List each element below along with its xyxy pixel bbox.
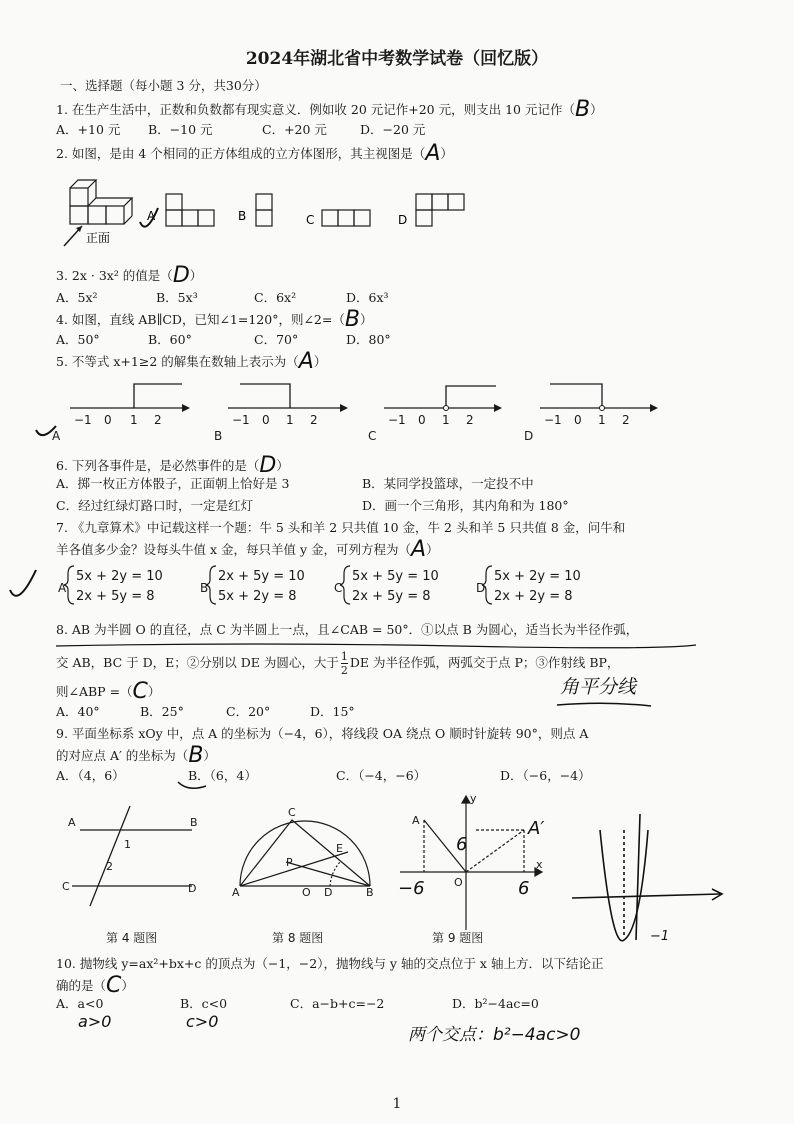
q8-frac-den: 2 [340, 664, 348, 677]
svg-text:D: D [188, 882, 197, 895]
svg-text:5x + 5y = 10: 5x + 5y = 10 [352, 569, 439, 584]
fig8 [240, 820, 370, 886]
svg-text:0: 0 [262, 413, 270, 427]
svg-text:A′: A′ [528, 818, 545, 839]
q9-stem-line1: 9. 平面坐标系 xOy 中，点 A 的坐标为（−4，6），将线段 OA 绕点 O 顺时针旋转 90°，则点 A [56, 726, 589, 741]
svg-text:2: 2 [106, 860, 113, 873]
svg-text:2: 2 [622, 413, 630, 427]
q10-stem-line1: 10. 抛物线 y=ax²+bx+c 的顶点为（−1，−2），抛物线与 y 轴的交点位于 x 轴上方．以下结论正 [56, 956, 604, 971]
svg-text:2x + 2y = 8: 2x + 2y = 8 [494, 589, 573, 604]
svg-text:−6: −6 [398, 878, 425, 899]
svg-text:A: A [412, 814, 420, 827]
svg-text:−1: −1 [388, 413, 406, 427]
q6-option-a: A．掷一枚正方体骰子，正面朝上恰好是 3 [56, 476, 290, 491]
q5-number-lines [0, 378, 794, 444]
q6-answer: D [259, 453, 277, 478]
svg-text:O: O [454, 876, 463, 889]
q2-option-c-letter: C [306, 213, 315, 227]
q1-option-b: B．−10 元 [148, 122, 213, 137]
svg-text:−1: −1 [544, 413, 562, 427]
q2-option-d-shape [416, 194, 464, 226]
q9-option-b: B．（6，4） [188, 768, 257, 783]
svg-text:2x + 5y = 8: 2x + 5y = 8 [76, 589, 155, 604]
q10-answer: C [106, 973, 122, 998]
svg-text:C: C [334, 581, 343, 595]
q8-stem-line1: 8. AB 为半圆 O 的直径，点 C 为半圆上一点，且∠CAB = 50°．①以点 B 为圆心，适当长为半径作弧， [56, 622, 639, 637]
q9-option-c: C．（−4，−6） [336, 768, 427, 783]
fig9 [400, 796, 545, 930]
q6-option-c: C．经过红绿灯路口时，一定是红灯 [56, 498, 254, 513]
svg-text:2: 2 [154, 413, 162, 427]
svg-text:B: B [366, 886, 374, 899]
q1-stem: 1. 在生产生活中，正数和负数都有现实意义．例如收 20 元记作+20 元，则支出 10 元记作（B） [56, 97, 603, 122]
fig4-caption: 第 4 题图 [106, 931, 158, 945]
svg-text:0: 0 [104, 413, 112, 427]
page-number: 1 [392, 1096, 402, 1112]
q8-stem-line2: 交 AB，BC 于 D，E；②分别以 DE 为圆心，大于 $\frac{1}{2}$ DE 为半径作弧，两弧交于点 P；③作射线 BP， [56, 650, 620, 677]
svg-text:x: x [536, 858, 543, 871]
q2-option-a-shape [166, 194, 214, 226]
q2-answer: A [425, 141, 441, 166]
svg-text:0: 0 [574, 413, 582, 427]
figures-row [0, 790, 794, 950]
svg-text:1: 1 [286, 413, 294, 427]
svg-text:−1: −1 [74, 413, 92, 427]
parabola-sketch [572, 814, 722, 941]
q10-note-a: a>0 [78, 1012, 112, 1031]
svg-text:1: 1 [130, 413, 138, 427]
svg-text:−1: −1 [232, 413, 250, 427]
svg-text:6: 6 [456, 834, 468, 855]
q3-option-a: A．5x² [56, 290, 98, 305]
q10-option-b: B．c<0 [180, 996, 228, 1011]
q4-option-c: C．70° [254, 332, 299, 347]
q1-option-c: C．+20 元 [262, 122, 327, 137]
svg-text:1: 1 [442, 413, 450, 427]
svg-text:5x + 2y = 8: 5x + 2y = 8 [218, 589, 297, 604]
fig4 [72, 806, 192, 906]
q5-answer: A [298, 349, 314, 374]
q4-option-d: D．80° [346, 332, 391, 347]
q8-note-underline [555, 700, 655, 710]
q5-line-c [368, 386, 502, 443]
svg-text:D: D [476, 581, 486, 595]
q8-handwritten-note: 角平分线 [560, 676, 637, 698]
q5-line-d [524, 384, 658, 443]
fig9-caption: 第 9 题图 [432, 931, 484, 945]
svg-text:A: A [232, 886, 240, 899]
q3-stem: 3. 2x · 3x² 的值是（D） [56, 263, 203, 288]
q2-figures [0, 170, 794, 250]
section-heading: 一、选择题（每小题 3 分，共30分） [60, 78, 267, 93]
q6-option-b: B．某同学投篮球，一定投不中 [362, 476, 534, 491]
svg-text:E: E [336, 842, 343, 855]
fig8-caption: 第 8 题图 [272, 931, 324, 945]
svg-text:1: 1 [124, 838, 131, 851]
fig8-labels [232, 806, 374, 899]
svg-text:P: P [286, 856, 293, 869]
svg-text:B: B [214, 429, 223, 443]
q1-option-d: D．−20 元 [360, 122, 426, 137]
svg-text:D: D [324, 886, 333, 899]
q10-note-b: c>0 [186, 1012, 219, 1031]
svg-text:y: y [470, 792, 477, 805]
q2-option-a-letter: A [147, 209, 156, 223]
q7-check-mark [10, 570, 36, 596]
q7-answer: A [411, 537, 427, 562]
q3-option-b: B．5x³ [156, 290, 198, 305]
fig4-labels [62, 816, 198, 895]
q9-stem-line2: 的对应点 A′ 的坐标为（B） [56, 743, 216, 768]
q6-stem: 6. 下列各事件是，是必然事件的是（D） [56, 453, 289, 478]
svg-text:2x + 5y = 10: 2x + 5y = 10 [218, 569, 305, 584]
svg-text:5x + 2y = 10: 5x + 2y = 10 [494, 569, 581, 584]
q2-option-d-letter: D [398, 213, 408, 227]
svg-text:2: 2 [466, 413, 474, 427]
q2-cube-figure [70, 180, 132, 224]
q2-option-b-letter: B [238, 209, 247, 223]
q2-stem: 2. 如图，是由 4 个相同的正方体组成的立方体图形，其主视图是（A） [56, 141, 453, 166]
q8-answer: C [132, 679, 148, 704]
svg-text:B: B [200, 581, 209, 595]
q8-frac-num: 1 [340, 650, 348, 663]
q4-option-a: A．50° [56, 332, 100, 347]
q5-stem: 5. 不等式 x+1≥2 的解集在数轴上表示为（A） [56, 349, 327, 374]
q9-answer: B [188, 743, 204, 768]
front-label: 正面 [86, 231, 111, 245]
svg-text:A: A [58, 581, 67, 595]
q4-answer: B [344, 307, 360, 332]
sketch-label: −1 [650, 929, 670, 944]
q10-note-discriminant: 两个交点：b²−4ac>0 [408, 1025, 581, 1045]
q8-underline [56, 640, 696, 650]
q5-line-a [36, 384, 190, 443]
q8-stem-line3: 则∠ABP =（C） [56, 679, 161, 704]
q1-option-a: A．+10 元 [56, 122, 121, 137]
q4-option-b: B．60° [148, 332, 192, 347]
q10-stem-line2: 确的是（C） [56, 973, 134, 998]
q3-option-c: C．6x² [254, 290, 297, 305]
svg-text:C: C [62, 880, 70, 893]
q10-option-d: D．b²−4ac=0 [452, 996, 539, 1011]
q10-option-a: A．a<0 [56, 996, 104, 1011]
svg-text:A: A [52, 429, 61, 443]
q9-option-d: D．（−6，−4） [500, 768, 591, 783]
q8-option-d: D．15° [310, 704, 355, 719]
svg-text:A: A [68, 816, 76, 829]
q8-option-b: B．25° [140, 704, 184, 719]
q7-stem-line2: 羊各值多少金？设每头牛值 x 金，每只羊值 y 金，可列方程为（A） [56, 537, 439, 562]
q3-option-d: D．6x³ [346, 290, 389, 305]
svg-text:B: B [190, 816, 198, 829]
q2-option-c-shape [322, 210, 370, 226]
q8-option-a: A．40° [56, 704, 100, 719]
svg-text:2x + 5y = 8: 2x + 5y = 8 [352, 589, 431, 604]
q8-option-c: C．20° [226, 704, 271, 719]
q1-answer: B [574, 97, 591, 122]
svg-text:1: 1 [598, 413, 606, 427]
q3-answer: D [172, 263, 190, 288]
svg-text:D: D [524, 429, 534, 443]
q6-option-d: D．画一个三角形，其内角和为 180° [362, 498, 569, 513]
svg-text:2: 2 [310, 413, 318, 427]
svg-text:O: O [302, 886, 311, 899]
svg-text:C: C [368, 429, 377, 443]
svg-text:5x + 2y = 10: 5x + 2y = 10 [76, 569, 163, 584]
svg-text:6: 6 [518, 878, 530, 899]
q9-option-a: A．（4，6） [56, 768, 125, 783]
svg-text:C: C [288, 806, 296, 819]
q5-line-b [214, 384, 348, 443]
fig9-labels [412, 792, 543, 889]
svg-text:0: 0 [418, 413, 426, 427]
q2-option-b-shape [256, 194, 272, 226]
q10-option-c: C．a−b+c=−2 [290, 996, 385, 1011]
page-title: 2024年湖北省中考数学试卷（回忆版） [245, 49, 549, 69]
q7-systems [0, 560, 794, 610]
q4-stem: 4. 如图，直线 AB∥CD，已知∠1=120°，则∠2=（B） [56, 307, 373, 332]
q7-stem-line1: 7. 《九章算术》中记载这样一个题：牛 5 头和羊 2 只共值 10 金，牛 2 头和羊 5 只共值 8 金，问牛和 [56, 520, 626, 535]
